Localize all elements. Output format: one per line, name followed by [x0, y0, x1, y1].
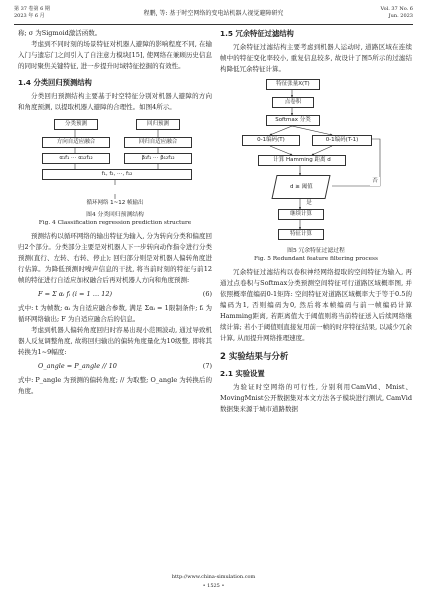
feature-tensor-box: 特征张量X(T)	[266, 79, 320, 90]
figure-4-caption	[18, 211, 212, 227]
softmax-box: Softmax 分类	[266, 115, 320, 126]
equation-7	[18, 361, 212, 372]
equation-6	[18, 289, 212, 300]
paragraph: 冗余特征过滤结构主要考虑到机器人运动时, 道路区域在连续帧中的特征变化率较小, 重复信息较多, 故设计了图5所示的过滤结构降低冗余特征计算。	[220, 43, 412, 73]
date-cn: 2023 年 6 月	[14, 13, 45, 19]
section-heading: 1.4 分类回归预测结构	[18, 78, 92, 87]
regression-fusion-box: 回归自适应融合	[124, 137, 192, 148]
equation-number: (7)	[202, 362, 212, 370]
paragraph: 考虑到机器人偏转角度回归时容易出现小范围波动, 通过导致机器人反复调整角度, 故将回归输出的偏转角度量化为10级整, 即将其转换为1~9幅度:	[18, 326, 212, 356]
header-left	[14, 6, 50, 20]
header-rule	[14, 24, 413, 25]
threshold-label: d ≥ 阈值	[289, 184, 313, 190]
equation-body: F = Σ αᵢ fᵢ (i = 1 … 12)	[38, 290, 113, 298]
threshold-decision	[271, 175, 330, 199]
left-column	[18, 28, 212, 397]
page-footer	[0, 573, 427, 591]
continue-compute-box: 继续计算	[278, 209, 324, 220]
header-right	[380, 6, 413, 20]
volume-en: Vol. 37 No. 6	[380, 6, 413, 12]
paragraph: 冗余特征过滤结构以卷积神经网络提取的空间特征为输入, 再通过点卷积与Softmax分类预测空间特征可行道路区域概率图, 并依照概率值编码0-1矩阵: 空间特征对道路区域概率大于等于0.5的编码为1, 否则编码为0, 然后将本帧编码与前一帧编码计算Hamming距离, 若距离值大于阈值则将当前特征送入后续网络继续计算; 若小于阈值则直接复用前一帧的时序特征结果, 以减少冗余计算, 从而提升网络推理速度。	[220, 268, 412, 342]
beta-weights-box: β₁f₁ ⋯ β₁₂f₁₂	[124, 153, 192, 164]
running-title: 程鹏, 等: 基于时空网络的变电站机器人视觉避障研究	[143, 10, 284, 17]
paragraph: 式中: t 为帧数; αᵢ 为自适应融合参数, 满足 Σαᵢ = 1限制条件; fᵢ 为循环网络输出; F 为自适应融合后的信息。	[18, 304, 212, 323]
paragraph: 考虑到不同时刻的场景特征对机器人避障的影响程度不同, 在输入门与遗忘门之间引入了自注意力模块[15], 使网络在兼顾历史信息的同时聚焦关键特征, 进一步提升时域特征挖掘的有效性。	[18, 40, 212, 70]
volume-cn: 第 37 卷第 6 期	[14, 6, 50, 12]
date-en: Jun. 2023	[388, 13, 413, 19]
yes-label: 是	[304, 199, 314, 208]
right-column	[220, 28, 412, 415]
features-box: f₁, f₂, ⋯, f₁₂	[42, 169, 192, 180]
figure-5-flowchart	[220, 79, 412, 245]
section-heading: 2 实验结果与分析	[220, 352, 289, 362]
page-header	[14, 6, 413, 17]
section-heading: 1.5 冗余特征过滤结构	[220, 29, 294, 38]
caption-en: Fig. 4 Classification regression prediction structure	[38, 220, 192, 226]
classification-box: 分类预测	[54, 119, 98, 130]
journal-url: http://www.china-simulation.com	[171, 574, 256, 580]
pointwise-conv-box: 点卷积	[272, 97, 314, 108]
alpha-weights-box: α₁f₁ ⋯ α₁₂f₁₂	[42, 153, 110, 164]
direction-fusion-box: 方向自适应融合	[42, 137, 110, 148]
regression-box: 回归预测	[136, 119, 180, 130]
page-number: • 1525 •	[202, 583, 225, 589]
equation-number: (6)	[202, 290, 212, 298]
equation-body: O_angle = P_angle // 10	[38, 362, 117, 370]
rnn-output-label: 循环网络 1~12 帧输出	[70, 199, 160, 208]
hamming-distance-box: 计算 Hamming 距离 d	[258, 155, 346, 166]
paragraph: 式中: P_angle 为预测的偏转角度; // 为取整; O_angle 为转换后的角度。	[18, 376, 212, 395]
caption-cn: 图4 分类回归预测结构	[86, 212, 144, 218]
encoding-t-minus-1-box: 0-1编码(T-1)	[312, 135, 372, 146]
paragraph: 称; σ 为Sigmoid激活函数。	[18, 29, 102, 37]
no-label: 否	[370, 177, 380, 186]
feature-compute-box: 特征计算	[278, 229, 324, 240]
paragraph: 分类回归预测结构主要基于时空特征分别对机器人避障的方向和角度预测, 以提取机器人避障的合理性。如图4所示。	[18, 92, 212, 111]
caption-cn: 图5 冗余特征过滤过程	[287, 248, 345, 254]
paragraph: 为验证时空网络的可行性, 分别利用CamVid、Mnist、MovingMnist公开数据集对本文方法各子模块进行测试, CamVid数据集来源于城市道路数据	[220, 383, 412, 413]
figure-4-diagram	[18, 117, 212, 209]
caption-en: Fig. 5 Redundant feature filtering process	[254, 256, 378, 262]
subsection-heading: 2.1 实验设置	[220, 369, 265, 378]
paragraph: 预测结构以循环网络的输出特征为输入, 分为转向分类和偏度回归2个部分。分类部分主要是对机器人下一步转向动作指令进行分类预测(直行、左转、右转、停止); 回归部分则是对机器人偏转角度进行估算。为降低预测时噪声信息的干扰, 将当前时刻的特征与前12帧的特征进行自适应加权融合后再对机器人方向和角度预测:	[18, 232, 212, 284]
encoding-t-box: 0-1编码(T)	[242, 135, 300, 146]
figure-5-caption	[220, 247, 412, 263]
